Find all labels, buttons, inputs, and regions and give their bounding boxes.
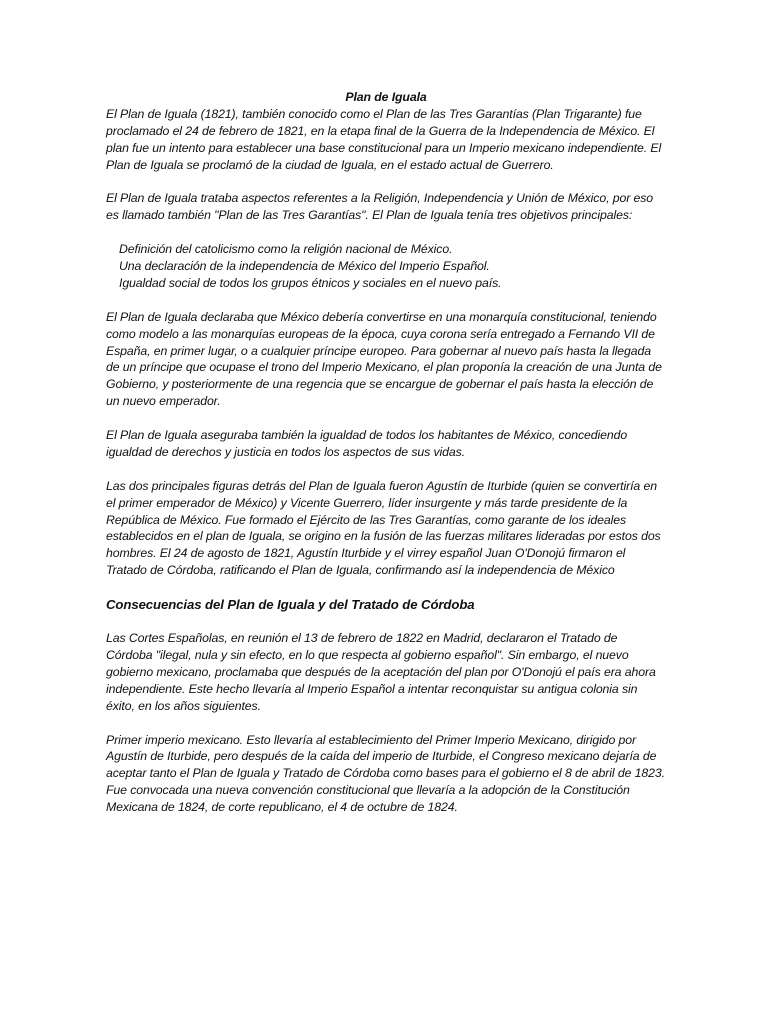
objective-item: Igualdad social de todos los grupos étnicos y sociales en el nuevo país. xyxy=(119,275,502,290)
equality-paragraph: El Plan de Iguala aseguraba también la igualdad de todos los habitantes de México, concediendo igualdad de derechos y justicia en todos los aspectos de sus vidas. xyxy=(106,428,628,459)
cortes-paragraph: Las Cortes Españolas, en reunión el 13 de febrero de 1822 en Madrid, declararon el Tratado de Córdoba "ilegal, nula y sin efecto, en lo que respecta al gobierno español". Sin embargo, el nuevo gobierno mexicano, proclamaba que después de la aceptación del plan por O'Donojú el país era ahora independiente. Este hecho llevaría al Imperio Español a intentar reconquistar su antigua colonia sin éxito, en los años siguientes. xyxy=(106,631,656,713)
objective-item: Definición del catolicismo como la religión nacional de México. xyxy=(119,242,453,257)
document-title: Plan de Iguala xyxy=(345,90,427,104)
monarchy-paragraph: El Plan de Iguala declaraba que México debería convertirse en una monarquía constitucional, teniendo como modelo a las monarquías europeas de la época, cuya corona sería entregado a Fernando VII de España, en primer lugar, o a cualquier príncipe europeo. Para gobernar al nuevo país hasta la llegada de un príncipe que ocupase el trono del Imperio Mexicano, el plan proponía la creación de una Junta de Gobierno, y posteriormente de una regencia que se encargue de gobernar el país hasta la elección de un nuevo emperador. xyxy=(106,309,662,409)
figures-paragraph: Las dos principales figuras detrás del Plan de Iguala fueron Agustín de Iturbide (quien se convertiría en el primer emperador de México) y Vicente Guerrero, líder insurgente y más tarde presidente de la República de México. Fue formado el Ejército de las Tres Garantías, como garante de los ideales establecidos en el plan de Iguala, se origino en la fusión de las fuerzas militares lideradas por estos dos hombres. El 24 de agosto de 1821, Agustín Iturbide y el virrey español Juan O'Donojú firmaron el Tratado de Córdoba, ratificando el Plan de Iguala, confirmando así la independencia de México xyxy=(106,478,661,578)
intro-paragraph: El Plan de Iguala (1821), también conocido como el Plan de las Tres Garantías (Plan Trigarante) fue proclamado el 24 de febrero de 1821, en la etapa final de la Guerra de la Independencia de México. El plan fue un intento para establecer una base constitucional para un Imperio mexicano independiente. El Plan de Iguala se proclamó de la ciudad de Iguala, en el estado actual de Guerrero. xyxy=(106,106,662,172)
consequences-heading: Consecuencias del Plan de Iguala y del Tratado de Córdoba xyxy=(106,597,475,613)
objectives-list xyxy=(106,241,666,292)
objectives-intro-paragraph: El Plan de Iguala trataba aspectos referentes a la Religión, Independencia y Unión de México, por eso es llamado también "Plan de las Tres Garantías". El Plan de Iguala tenía tres objetivos principales: xyxy=(106,191,654,223)
empire-paragraph: Primer imperio mexicano. Esto llevaría al establecimiento del Primer Imperio Mexicano, dirigido por Agustín de Iturbide, pero después de la caída del imperio de Iturbide, el Congreso mexicano dejaría de aceptar tanto el Plan de Iguala y Tratado de Córdoba como bases para el gobierno el 8 de abril de 1823. Fue convocada una nueva convención constitucional que llevaría a la adopción de la Constitución Mexicana de 1824, de corte republicano, el 4 de octubre de 1824. xyxy=(106,732,665,815)
document-body xyxy=(106,89,666,833)
objective-item: Una declaración de la independencia de México del Imperio Español. xyxy=(119,259,490,274)
